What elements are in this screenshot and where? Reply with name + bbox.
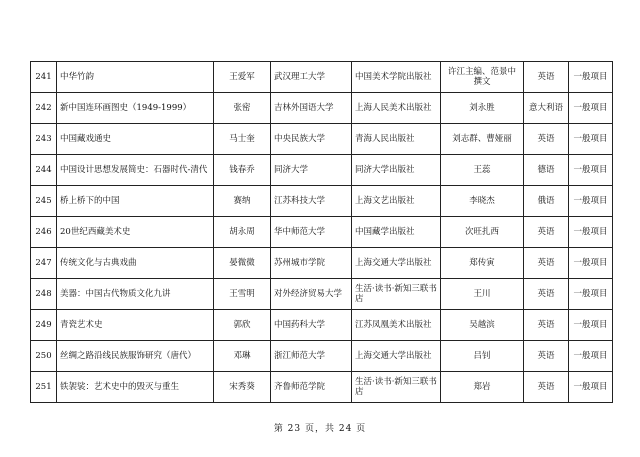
book-title-cell: 传统文化与古典戏曲	[57, 248, 214, 279]
project-type-cell: 一般项目	[569, 248, 613, 279]
institution-cell: 华中师范大学	[271, 217, 352, 248]
row-number-cell: 245	[31, 186, 57, 217]
project-type-cell: 一般项目	[569, 186, 613, 217]
institution-cell: 中国药科大学	[271, 310, 352, 341]
language-cell: 英语	[524, 310, 569, 341]
table-row	[31, 279, 613, 310]
applicant-cell: 胡永周	[214, 217, 271, 248]
applicant-cell: 郭欣	[214, 310, 271, 341]
project-type-cell: 一般项目	[569, 310, 613, 341]
institution-cell: 苏州城市学院	[271, 248, 352, 279]
table-row	[31, 93, 613, 124]
author-cell: 许江主编、范景中撰文	[441, 62, 524, 93]
table-row	[31, 372, 613, 403]
author-cell: 吕钊	[441, 341, 524, 372]
book-title-cell: 中华竹韵	[57, 62, 214, 93]
publisher-cell: 同济大学出版社	[352, 155, 441, 186]
project-type-cell: 一般项目	[569, 217, 613, 248]
language-cell: 英语	[524, 217, 569, 248]
table-row	[31, 186, 613, 217]
institution-cell: 吉林外国语大学	[271, 93, 352, 124]
language-cell: 英语	[524, 124, 569, 155]
page-number-footer: 第 23 页，共 24 页	[273, 424, 367, 434]
applicant-cell: 宋秀葵	[214, 372, 271, 403]
language-cell: 英语	[524, 62, 569, 93]
publisher-cell: 上海交通大学出版社	[352, 341, 441, 372]
row-number-cell: 249	[31, 310, 57, 341]
institution-cell: 江苏科技大学	[271, 186, 352, 217]
project-type-cell: 一般项目	[569, 124, 613, 155]
author-cell: 郑传寅	[441, 248, 524, 279]
table-row	[31, 124, 613, 155]
book-title-cell: 丝绸之路沿线民族服饰研究（唐代）	[57, 341, 214, 372]
institution-cell: 同济大学	[271, 155, 352, 186]
book-title-cell: 青瓷艺术史	[57, 310, 214, 341]
row-number-cell: 248	[31, 279, 57, 310]
author-cell: 李晓杰	[441, 186, 524, 217]
author-cell: 次旺扎西	[441, 217, 524, 248]
publisher-cell: 生活·读书·新知三联书店	[352, 279, 441, 310]
book-title-cell: 20世纪西藏美术史	[57, 217, 214, 248]
publisher-cell: 江苏凤凰美术出版社	[352, 310, 441, 341]
row-number-cell: 246	[31, 217, 57, 248]
book-title-cell: 铁袈裟：艺术史中的毁灭与重生	[57, 372, 214, 403]
applicant-cell: 张密	[214, 93, 271, 124]
table-row	[31, 217, 613, 248]
author-cell: 郑岩	[441, 372, 524, 403]
language-cell: 英语	[524, 372, 569, 403]
row-number-cell: 243	[31, 124, 57, 155]
institution-cell: 对外经济贸易大学	[271, 279, 352, 310]
publisher-cell: 上海文艺出版社	[352, 186, 441, 217]
book-title-cell: 中国设计思想发展简史：石器时代-清代	[57, 155, 214, 186]
applicant-cell: 王雪明	[214, 279, 271, 310]
project-type-cell: 一般项目	[569, 279, 613, 310]
applicant-cell: 赛纳	[214, 186, 271, 217]
author-cell: 王蕊	[441, 155, 524, 186]
publisher-cell: 上海人民美术出版社	[352, 93, 441, 124]
institution-cell: 齐鲁师范学院	[271, 372, 352, 403]
author-cell: 刘永胜	[441, 93, 524, 124]
publisher-cell: 中国美术学院出版社	[352, 62, 441, 93]
language-cell: 俄语	[524, 186, 569, 217]
author-cell: 王川	[441, 279, 524, 310]
row-number-cell: 251	[31, 372, 57, 403]
author-cell: 刘志群、曹娅丽	[441, 124, 524, 155]
applicant-cell: 钱春乔	[214, 155, 271, 186]
row-number-cell: 244	[31, 155, 57, 186]
row-number-cell: 242	[31, 93, 57, 124]
book-title-cell: 美器：中国古代物质文化九讲	[57, 279, 214, 310]
table-row	[31, 310, 613, 341]
language-cell: 意大利语	[524, 93, 569, 124]
table-row	[31, 62, 613, 93]
applicant-cell: 邓琳	[214, 341, 271, 372]
project-type-cell: 一般项目	[569, 341, 613, 372]
table-body	[31, 62, 613, 403]
book-title-cell: 新中国连环画图史（1949-1999）	[57, 93, 214, 124]
institution-cell: 中央民族大学	[271, 124, 352, 155]
applicant-cell: 晏微微	[214, 248, 271, 279]
table-row	[31, 341, 613, 372]
table-row	[31, 248, 613, 279]
applicant-cell: 马士奎	[214, 124, 271, 155]
book-title-cell: 桥上桥下的中国	[57, 186, 214, 217]
publisher-cell: 上海交通大学出版社	[352, 248, 441, 279]
project-table	[30, 61, 613, 403]
publisher-cell: 生活·读书·新知三联书店	[352, 372, 441, 403]
book-title-cell: 中国藏戏通史	[57, 124, 214, 155]
project-type-cell: 一般项目	[569, 372, 613, 403]
table-row	[31, 155, 613, 186]
author-cell: 吴越滨	[441, 310, 524, 341]
project-type-cell: 一般项目	[569, 93, 613, 124]
row-number-cell: 247	[31, 248, 57, 279]
applicant-cell: 王爱军	[214, 62, 271, 93]
language-cell: 德语	[524, 155, 569, 186]
institution-cell: 武汉理工大学	[271, 62, 352, 93]
project-type-cell: 一般项目	[569, 155, 613, 186]
language-cell: 英语	[524, 341, 569, 372]
row-number-cell: 250	[31, 341, 57, 372]
publisher-cell: 中国藏学出版社	[352, 217, 441, 248]
project-type-cell: 一般项目	[569, 62, 613, 93]
language-cell: 英语	[524, 248, 569, 279]
institution-cell: 浙江师范大学	[271, 341, 352, 372]
publisher-cell: 青海人民出版社	[352, 124, 441, 155]
row-number-cell: 241	[31, 62, 57, 93]
language-cell: 英语	[524, 279, 569, 310]
